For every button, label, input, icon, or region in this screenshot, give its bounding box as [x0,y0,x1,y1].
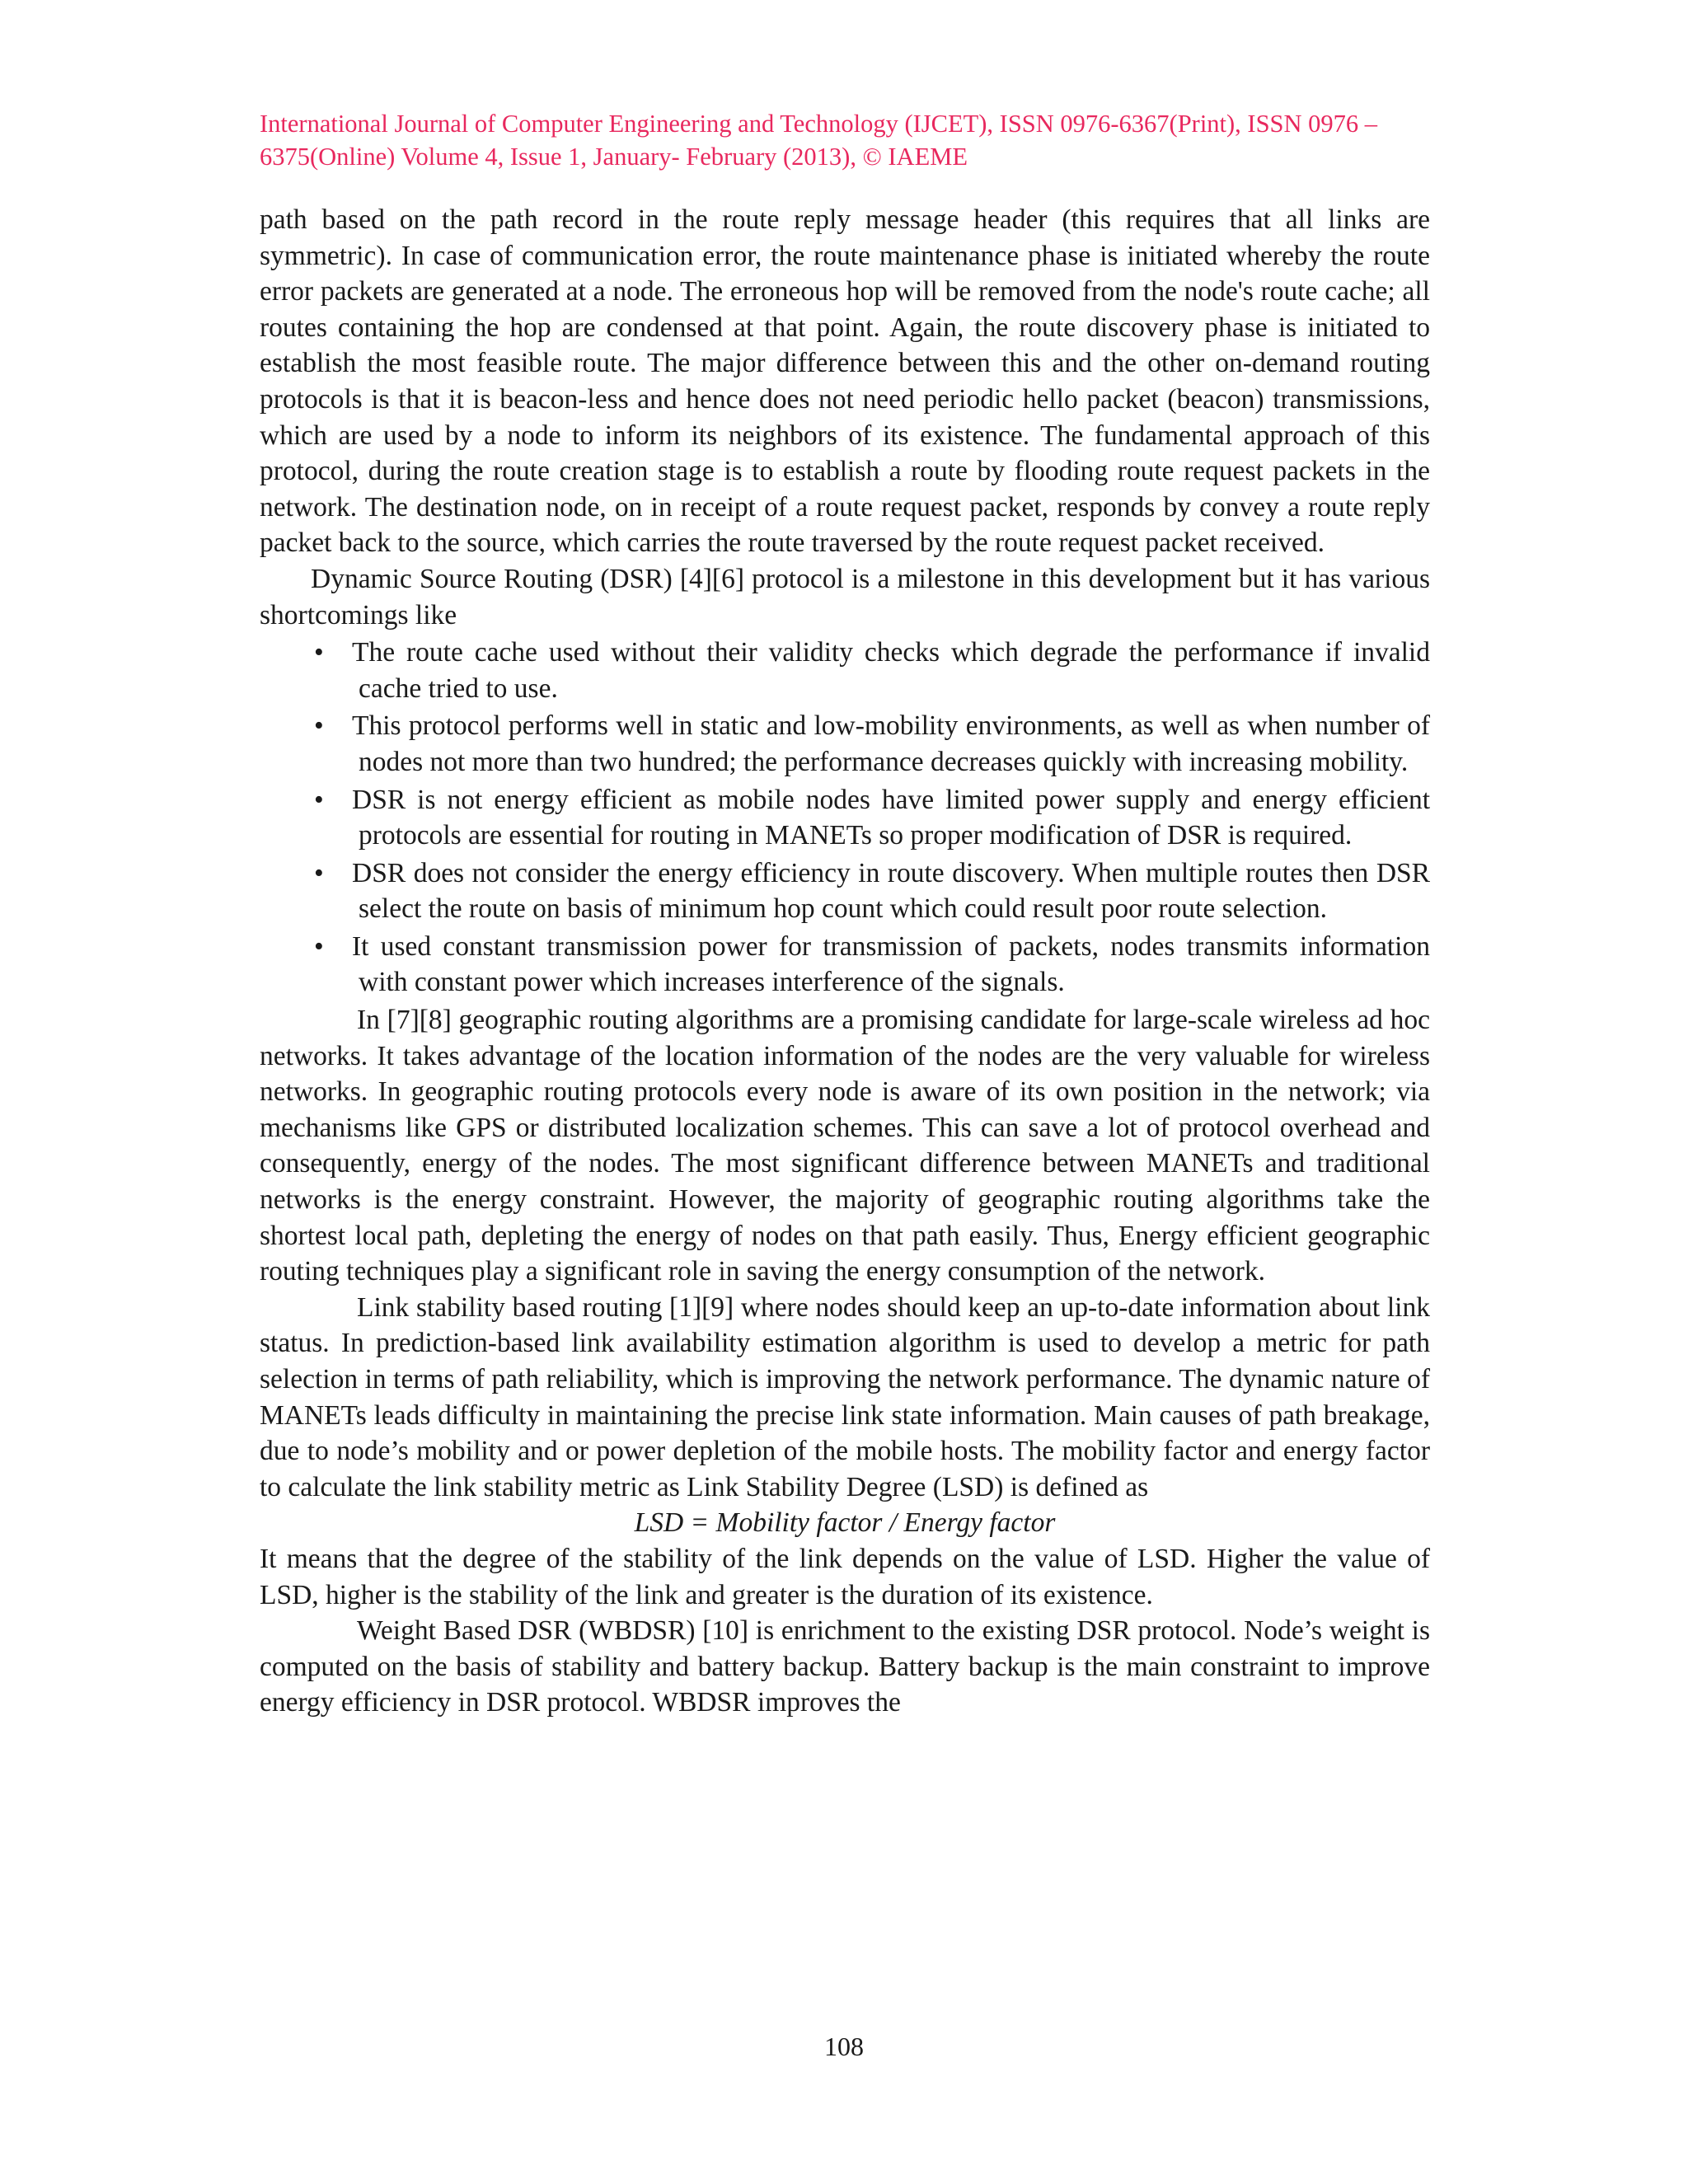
article-body [260,202,1430,1721]
bullet-icon: • [314,857,324,888]
journal-header-line-2: 6375(Online) Volume 4, Issue 1, January- February (2013), © IAEME [260,143,968,171]
bullet-icon: • [314,784,324,815]
list-item-text: The route cache used without their validity checks which degrade the performance if invalid cache tried to use. [352,637,1430,704]
page-number: 108 [824,2032,864,2061]
bullet-icon: • [314,710,324,742]
dsr-shortcomings-list [260,635,1430,1001]
paragraph-geographic-routing: In [7][8] geographic routing algorithms are a promising candidate for large-scale wireless ad hoc networks. It takes advantage of the location information of the nodes are the very valuable for wireless networks. In geographic routing protocols every node is aware of its own position in the network; via mechanisms like GPS or distributed localization schemes. This can save a lot of protocol overhead and consequently, energy of the nodes. The most significant difference between MANETs and traditional networks is the energy constraint. However, the majority of geographic routing algorithms take the shortest local path, depleting the energy of nodes on that path easily. Thus, Energy efficient geographic routing techniques play a significant role in saving the energy consumption of the network. [260,1005,1430,1287]
list-item-text: It used constant transmission power for transmission of packets, nodes transmits information with constant power which increases interference of the signals. [352,930,1430,998]
bullet-icon: • [314,930,324,962]
list-item-text: DSR is not energy efficient as mobile nodes have limited power supply and energy efficient protocols are essential for routing in MANETs so proper modification of DSR is required. [352,784,1430,851]
paragraph-lsd-explanation: It means that the degree of the stability of the link depends on the value of LSD. Higher the value of LSD, higher is the stability of the link and greater is the duration of its existence. [260,1543,1430,1610]
journal-header-line-1: International Journal of Computer Engineering and Technology (IJCET), ISSN 0976-6367(Print), ISSN 0976 – [260,110,1378,138]
journal-header [260,107,1430,173]
list-item [260,855,1430,927]
list-item [260,782,1430,854]
bullet-icon: • [314,637,324,668]
paragraph-dsr-route-maintenance: path based on the path record in the route reply message header (this requires that all links are symmetric). In case of communication error, the route maintenance phase is initiated whereby the route error packets are generated at a node. The erroneous hop will be removed from the node's route cache; all routes containing the hop are condensed at that point. Again, the route discovery phase is initiated to establish the most feasible route. The major difference between this and the other on-demand routing protocols is that it is beacon-less and hence does not need periodic hello packet (beacon) transmissions, which are used by a node to inform its neighbors of its existence. The fundamental approach of this protocol, during the route creation stage is to establish a route by flooding route request packets in the network. The destination node, on in receipt of a route request packet, responds by convey a route reply packet back to the source, which carries the route traversed by the route request packet received. [260,204,1430,559]
paragraph-link-stability: Link stability based routing [1][9] where nodes should keep an up-to-date information about link status. In prediction-based link availability estimation algorithm is used to develop a metric for path selection in terms of path reliability, which is improving the network performance. The dynamic nature of MANETs leads difficulty in maintaining the precise link state information. Main causes of path breakage, due to node’s mobility and or power depletion of the mobile hosts. The mobility factor and energy factor to calculate the link stability metric as Link Stability Degree (LSD) is defined as [260,1291,1430,1502]
lsd-formula: LSD = Mobility factor / Energy factor [634,1507,1056,1539]
paragraph-dsr-shortcomings-intro: Dynamic Source Routing (DSR) [4][6] protocol is a milestone in this development but it has various shortcomings like [260,563,1430,630]
list-item [260,635,1430,706]
list-item-text: DSR does not consider the energy efficiency in route discovery. When multiple routes then DSR select the route on basis of minimum hop count which could result poor route selection. [352,857,1430,925]
list-item [260,929,1430,1001]
list-item [260,708,1430,780]
list-item-text: This protocol performs well in static and low-mobility environments, as well as when number of nodes not more than two hundred; the performance decreases quickly with increasing mobility. [352,710,1430,777]
paragraph-wbdsr: Weight Based DSR (WBDSR) [10] is enrichment to the existing DSR protocol. Node’s weight is computed on the basis of stability and battery backup. Battery backup is the main constraint to improve energy efficiency in DSR protocol. WBDSR improves the [260,1615,1430,1718]
